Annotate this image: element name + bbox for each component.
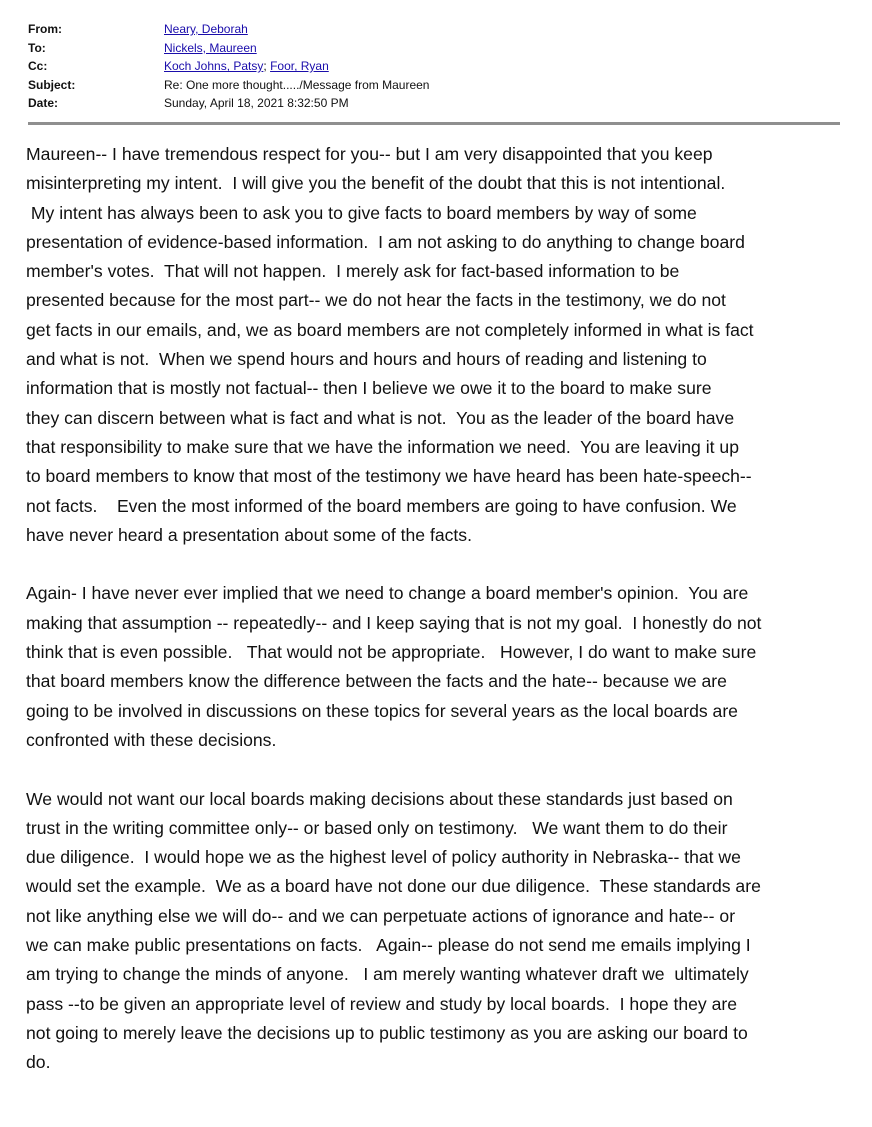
- subject-row: [28, 76, 840, 95]
- body-line: and what is not. When we spend hours and hours and hours of reading and listening to: [26, 349, 707, 370]
- from-value: [164, 20, 840, 39]
- body-line: information that is mostly not factual-- then I believe we owe it to the board to make sure: [26, 378, 712, 399]
- body-line: they can discern between what is fact and what is not. You as the leader of the board have: [26, 407, 735, 428]
- to-row: [28, 39, 840, 58]
- date-row: [28, 94, 840, 113]
- body-line: presentation of evidence-based information. I am not asking to do anything to change board: [26, 231, 745, 252]
- body-line: am trying to change the minds of anyone. I am merely wanting whatever draft we ultimately: [26, 964, 749, 985]
- body-line: get facts in our emails, and, we as board members are not completely informed in what is fact: [26, 319, 754, 340]
- cc-contact-link[interactable]: Koch Johns, Patsy: [164, 59, 264, 74]
- body-line: would set the example. We as a board have not done our due diligence. These standards are: [26, 876, 761, 897]
- body-line: we can make public presentations on facts. Again-- please do not send me emails implying I: [26, 935, 751, 956]
- subject-label: Subject:: [28, 77, 76, 92]
- cc-value: [164, 57, 840, 76]
- subject-value: Re: One more thought...../Message from Maureen: [164, 77, 430, 92]
- to-label: To:: [28, 40, 46, 55]
- body-line: misinterpreting my intent. I will give you the benefit of the doubt that this is not intentional.: [26, 173, 726, 194]
- body-line: that board members know the difference between the facts and the hate-- because we are: [26, 671, 727, 692]
- from-row: [28, 20, 840, 39]
- body-line: pass --to be given an appropriate level of review and study by local boards. I hope they are: [26, 993, 738, 1014]
- body-line: Maureen-- I have tremendous respect for you-- but I am very disappointed that you keep: [26, 144, 713, 164]
- from-contact-link[interactable]: Neary, Deborah: [164, 22, 248, 36]
- body-line: going to be involved in discussions on these topics for several years as the local boards are: [26, 700, 738, 721]
- cc-label: Cc:: [28, 59, 48, 74]
- body-line: not going to merely leave the decisions up to public testimony as you are asking our board to: [26, 1022, 748, 1043]
- body-line: Again- I have never ever implied that we need to change a board member's opinion. You are: [26, 583, 749, 604]
- date-label: Date:: [28, 96, 59, 111]
- body-line: confronted with these decisions.: [26, 729, 277, 750]
- body-line: think that is even possible. That would not be appropriate. However, I do want to make sure: [26, 642, 757, 663]
- to-value: [164, 39, 840, 58]
- body-line: My intent has always been to ask you to give facts to board members by way of some: [26, 202, 697, 223]
- body-paragraph: [26, 785, 846, 1078]
- email-body: [26, 140, 846, 1107]
- to-contact-link[interactable]: Nickels, Maureen: [164, 40, 257, 55]
- cc-contact-link[interactable]: Foor, Ryan: [270, 59, 329, 74]
- from-label: From:: [28, 22, 62, 36]
- body-paragraph: [26, 140, 846, 550]
- cc-separator: ;: [263, 59, 271, 74]
- body-line: member's votes. That will not happen. I merely ask for fact-based information to be: [26, 261, 680, 282]
- body-line: not facts. Even the most informed of the board members are going to have confusion. We: [26, 495, 737, 516]
- body-line: trust in the writing committee only-- or based only on testimony. We want them to do their: [26, 817, 728, 838]
- date-value: Sunday, April 18, 2021 8:32:50 PM: [164, 96, 349, 111]
- body-line: due diligence. I would hope we as the highest level of policy authority in Nebraska-- that we: [26, 847, 741, 868]
- email-header: [28, 20, 840, 113]
- body-line: have never heard a presentation about some of the facts.: [26, 524, 472, 545]
- body-paragraph: [26, 579, 846, 755]
- cc-row: [28, 57, 840, 76]
- body-line: not like anything else we will do-- and we can perpetuate actions of ignorance and hate-- or: [26, 905, 736, 926]
- body-line: to board members to know that most of the testimony we have heard has been hate-speech--: [26, 466, 752, 487]
- body-line: that responsibility to make sure that we have the information we need. You are leaving it up: [26, 436, 739, 457]
- body-line: presented because for the most part-- we do not hear the facts in the testimony, we do not: [26, 290, 726, 311]
- body-line: making that assumption -- repeatedly-- and I keep saying that is not my goal. I honestly do not: [26, 612, 762, 633]
- body-line: do.: [26, 1052, 51, 1073]
- body-line: We would not want our local boards making decisions about these standards just based on: [26, 788, 733, 809]
- header-divider: [28, 122, 840, 125]
